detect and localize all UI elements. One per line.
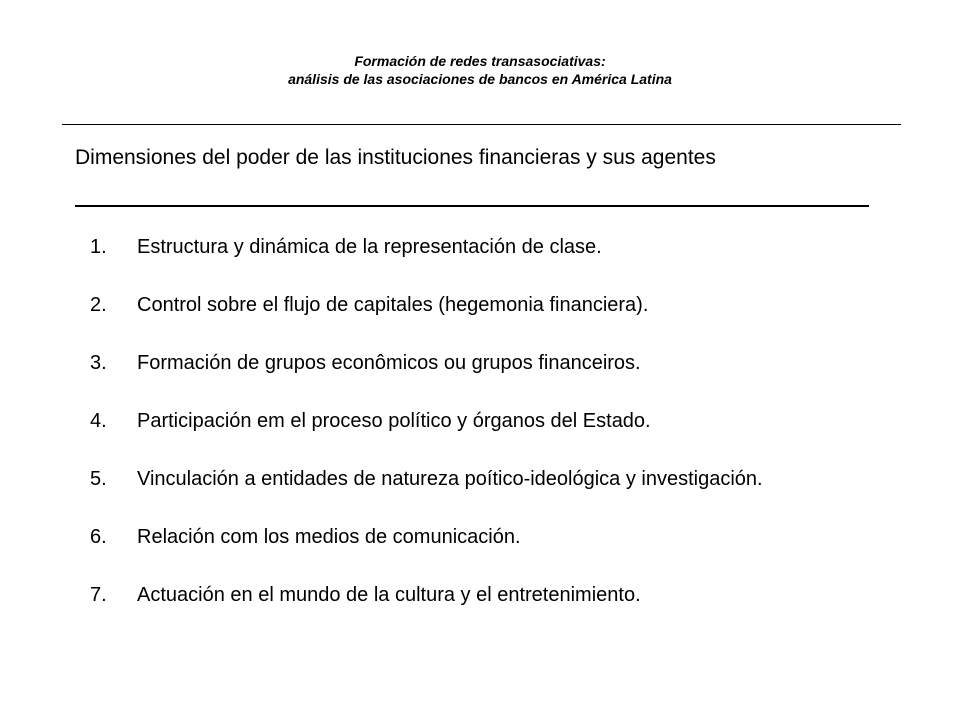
list-item-number: 2. bbox=[90, 294, 107, 316]
list-item-number: 1. bbox=[90, 236, 107, 258]
list-item-text: Estructura y dinámica de la representación de clase. bbox=[137, 236, 602, 258]
list-item-number: 6. bbox=[90, 526, 107, 548]
header-divider bbox=[62, 124, 901, 125]
list-item-number: 3. bbox=[90, 352, 107, 374]
list-item-number: 4. bbox=[90, 410, 107, 432]
list-item-text: Participación em el proceso político y órganos del Estado. bbox=[137, 410, 651, 432]
list-item-number: 7. bbox=[90, 584, 107, 606]
list-item-text: Formación de grupos econômicos ou grupos financeiros. bbox=[137, 352, 641, 374]
document-header bbox=[0, 52, 960, 88]
list-item-number: 5. bbox=[90, 468, 107, 490]
list-item-text: Relación com los medios de comunicación. bbox=[137, 526, 521, 548]
header-title-line-1: Formación de redes transasociativas: bbox=[354, 53, 606, 69]
list-item-text: Control sobre el flujo de capitales (hegemonia financiera). bbox=[137, 294, 649, 316]
list-item-text: Actuación en el mundo de la cultura y el entretenimiento. bbox=[137, 584, 641, 606]
list-item-text: Vinculación a entidades de natureza poítico-ideológica y investigación. bbox=[137, 468, 763, 490]
section-title-underline bbox=[75, 205, 869, 207]
section-title: Dimensiones del poder de las instituciones financieras y sus agentes bbox=[75, 146, 716, 169]
header-title-line-2: análisis de las asociaciones de bancos en América Latina bbox=[288, 71, 672, 87]
